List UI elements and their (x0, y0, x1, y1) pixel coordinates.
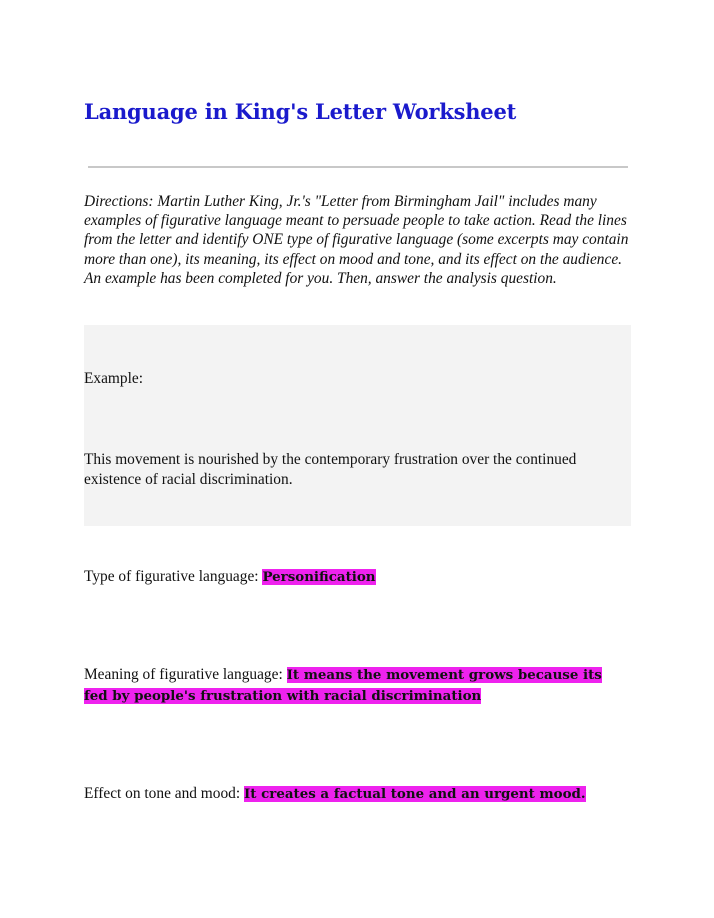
question-meaning-of-figurative-language (84, 665, 624, 706)
page-title: Language in King's Letter Worksheet (84, 99, 517, 124)
horizontal-divider (88, 166, 628, 168)
question-effect-on-tone-and-mood (84, 784, 644, 805)
example-quote: This movement is nourished by the contemporary frustration over the continued existence of racial discrimination. (84, 451, 577, 488)
answer-highlight: Personification (262, 569, 376, 585)
example-box (84, 325, 631, 526)
example-label: Example: (84, 370, 143, 387)
question-label: Meaning of figurative language: (84, 666, 283, 683)
question-label: Type of figurative language: (84, 568, 259, 585)
directions-text: Directions: Martin Luther King, Jr.'s "Letter from Birmingham Jail" includes many examples of figurative language meant to persuade people to take action. Read the lines from the letter and identify ONE type of figurative language (some excerpts may contain more than one), its meaning, its effect on mood and tone, and its effect on the audience. An example has been completed for you. Then, answer the analysis question. (84, 193, 629, 287)
answer-highlight: It creates a factual tone and an urgent mood. (244, 786, 586, 802)
question-type-of-figurative-language (84, 567, 644, 588)
answer-highlight: It means the movement grows because its fed by people's frustration with racial discrimination (84, 667, 602, 704)
question-label: Effect on tone and mood: (84, 785, 241, 802)
